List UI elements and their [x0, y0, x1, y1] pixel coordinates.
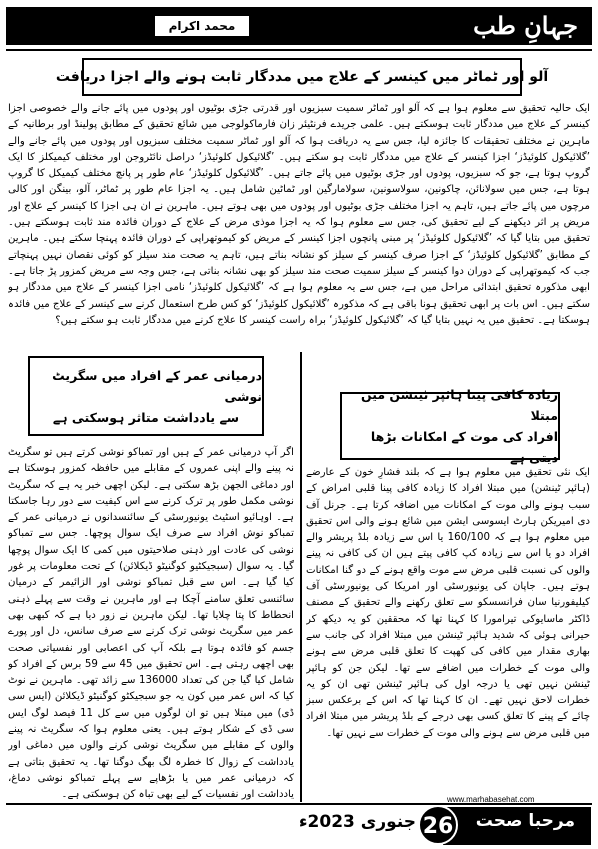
main-headline: آلو اور ٹماٹر میں کینسر کے علاج میں مددگار ثابت ہونے والے اجزا دریافت [55, 69, 549, 85]
coffee-article-headline [340, 387, 560, 465]
section-title: جہانِ طب [473, 11, 578, 40]
main-article-body: ایک حالیہ تحقیق سے معلوم ہوا ہے کہ آلو اور ٹماٹر سمیت سبزیوں اور قدرتی جڑی بوٹیوں اور پودوں میں پائے جانے والے خصوصی اجزا کینسر کے علاج میں مددگار ثابت ہوسکتے ہیں۔ علمی جریدے فرنٹیئر زان فارماکولوجی میں شائع تحقیق کے مطابق پولینڈ اور برطانیہ کے ماہرین نے مختلف تحقیقات کا جائزہ لیا، جس سے یہ دریافت ہوا کہ آلو اور ٹماٹر سمیت مختلف سبزیوں اور پودوں میں پائے جانے والے ’گلائیکول کلوئیڈز‘ اجزا کینسر کے علاج میں مددگار ثابت ہو سکتے ہیں۔ ’گلائیکول کلوئیڈز‘ دراصل نائٹروجن اور مختلف کیمیکلز کا ایک گروپ ہوتا ہے، جو کہ سبزیوں، پودوں اور جڑی بوٹیوں میں پائے جاتے ہیں۔ ’گلائیکول کلوئیڈز‘ عام طور پر پانچ مختلف کیمیکل کا گروپ ہوتا ہے، جس میں سولانائن، چاکونین، سولاسونین، سولامارگین اور ٹماٹین شامل ہیں۔ یہ اجزا عام طور پر ٹماٹر، آلو، بینگن اور کالی مرچوں میں پائے جاتے ہیں، تاہم یہ اجزا مختلف جڑی بوٹیوں اور پودوں میں بھی ہوتے ہیں۔ ماہرین نے ان ہی اجزا کا کینسر کے علاج اور مریض پر اثر دیکھنے کے لیے تحقیق کی، جس سے معلوم ہوا کہ یہ اجزا موذی مرض کے علاج کے دوران فائدہ مند ثابت ہوسکتے ہیں۔ تحقیق میں بتایا گیا کہ ’گلائیکول کلوئیڈز‘ پر مبنی پانچوں اجزا کینسر کے مریض کو کیموتھراپی کے دوران فائدہ پہنچا سکتے ہیں۔ ماہرین کے مطابق ’گلائیکول کلوئیڈز‘ کے اجزا صرف کینسر کے سیلز کو نشانہ بناتے ہیں، تاہم یہ صحت مند سیلز کو کوئی نقصان نہیں پہنچاتے جب کہ کیموتھراپی کے دوران دوا کینسر کے سیلز سمیت صحت مند سیلز کو بھی نشانہ بناتی ہے، جس وجہ سے مریض کمزور پڑ جاتا ہے۔ ابھی مذکورہ تحقیق ابتدائی مراحل میں ہے، جس سے یہ معلوم ہوا ہے کہ ’گلائیکول کلوئیڈز‘ نامی اجزا کینسر کے علاج میں مددگار ہو سکتے ہیں۔ اس بات پر ابھی تحقیق ہونا باقی ہے کہ مذکورہ ’گلائیکول کلوئیڈز‘ کو کس طرح استعمال کرنے سے کینسر کے علاج میں فائدہ ہوسکتا ہے۔ تحقیق میں یہ نہیں بتایا گیا کہ ’گلائیکول کلوئیڈز‘ براہ راست کینسر کا علاج کرنے میں مددگار ثابت ہو سکتے ہیں؟ [8, 103, 590, 326]
coffee-article-body: ایک نئی تحقیق میں معلوم ہوا ہے کہ بلند فشارِ خون کے عارضے (ہائپر ٹینشن) میں مبتلا افراد کا زیادہ کافی پینا قلبی امراض کے سبب ہونے والی موت کے امکانات میں اضافہ کرتا ہے۔ جرنل آف دی امیریکن ہارٹ ایسوسی ایشن میں شائع ہونے والی اس تحقیق میں معلوم ہوا ہے کہ 160/100 یا اس سے زیادہ بلڈ پریشر والے افراد دو یا اس سے زیادہ کپ کافی پیتے ہیں ان کی کافی نہ پینے والوں کی نسبت قلبی مرض سے موت واقع ہونے کے دو گنا امکانات ہوتے ہیں۔ جاپان کی یونیورسٹی اور امریکا کی یونیورسٹی آف کیلیفورنیا سان فرانسسکو سے تعلق رکھنے والے تحقیق کے مصنف ڈاکٹر ماسایوکی تیرامورا کا کہنا تھا کہ محققین کو یہ دیکھ کر حیرانی ہوئی کہ شدید ہائپر ٹینشن میں مبتلا افراد کی جانب سے بھاری مقدار میں کافی کی کھپت کا تعلق قلبی مرض سے ہونے والی موت کے خطرات میں اضافے سے تھا۔ لیکن جن کو ہائپر ٹینشن نہیں تھی یا درجہ اول کی ہائپر ٹینشن تھی ان کو یہ خطرات لاحق نہیں تھے۔ ان کا کہنا تھا کہ اس کے برعکس سبز چائے کے پینے کا تعلق کسی بھی درجے کے بلڈ پریشر میں مبتلا افراد میں قلبی مرض سے ہونے والی موت کے خطرات سے نہیں تھا۔ [306, 467, 590, 739]
magazine-banner [443, 795, 591, 845]
page-number: 26 [418, 805, 458, 845]
author-name: محمد اکرام [154, 15, 250, 37]
smoking-article-body: اگر آپ درمیانی عمر کے ہیں اور تمباکو نوشی کرتے ہیں تو سگریٹ نہ پینے والے اپنی عمروں کے مقابلے میں حافظہ کمزور ہوسکتا ہے اور دماغی الجھن بڑھ سکتی ہے۔ لیکن اچھی خبر یہ ہے کہ سگریٹ نوشی مکمل طور پر ترک کرنے سے اس کیفیت سے دور رہا جاسکتا ہے۔ اوہائیو اسٹیٹ یونیورسٹی کے سائنسدانوں نے درمیانی عمر کے تمباکو نوش افراد سے صرف ایک سوال پوچھا۔ جس سے تمباکو نوشی کی عادت اور ذہنی صلاحیتوں میں کمی کا ایک سوال پوچھا گیا۔ یہ سوال (سبجیکٹیو کوگنیٹو ڈیکلائن) کے تحت معلومات پر غور کیا گیا ہے۔ اس سے قبل تمباکو نوشی اور الزائیمر کے درمیان سائنسی تعلق سامنے آچکا ہے اور ماہرین نے وقت سے پہلے ذہنی انحطاط کا پتا چلایا تھا۔ لیکن ماہرین نے زور دیا ہے کہ کبھی بھی عمر میں سگریٹ نوشی ترک کرنے سے صرف سانس، دل اور پورے جسم کو فائدہ ہوتا ہے بلکہ آپ کی اعصابی اور نفسیاتی صحت بھی اچھی رہتی ہے۔ اس تحقیق میں 45 سے 59 برس کے افراد کو شامل کیا گیا جن کی تعداد 136000 سے زائد تھی۔ ماہرین نے نوٹ کیا کہ اس عمر میں کون یہ جو سبجیکٹو کوگنیٹو ڈیکلائن (ایس سی ڈی) میں مبتلا ہیں تو ان لوگوں میں سے کل 11 فیصد لوگ ایس سی ڈی کے شکار ہوتے ہیں۔ یعنی معلوم ہوا کہ سگریٹ نہ پینے والوں کے مقابلے میں سگریٹ نوشی کرنے والوں میں دماغی اور یادداشت کے زوال کا خطرہ لگ بھگ دوگنا تھا۔ یہ تحقیق بتاتی ہے کہ درمیانی عمر میں یا بڑھاپے سے پہلے تمباکو نوشی دماغ، یادداشت اور نفسیات کے لیے بھی تباہ کن ہوسکتی ہے۔ [8, 447, 294, 800]
issue-date: جنوری 2023ء [298, 812, 416, 832]
top-rule [6, 49, 592, 51]
smoking-headline-line2: سے یادداشت متاثر ہوسکتی ہے [52, 409, 240, 425]
smoking-headline-line1: درمیانی عمر کے افراد میں سگریٹ نوشی [52, 367, 262, 404]
coffee-headline-line1: زیادہ کافی پینا ہائپر ٹینشن میں مبتلا [360, 387, 558, 423]
magazine-website: www.marhabasehat.com [447, 795, 535, 804]
section-header-bar [6, 7, 592, 45]
column-divider [300, 352, 302, 802]
smoking-article-headline [28, 356, 264, 436]
main-headline-box [55, 58, 549, 96]
magazine-name: مرحبا صحت [475, 811, 575, 831]
coffee-headline-line2: افراد کی موت کے امکانات بڑھا دیتی ہے [370, 429, 558, 465]
